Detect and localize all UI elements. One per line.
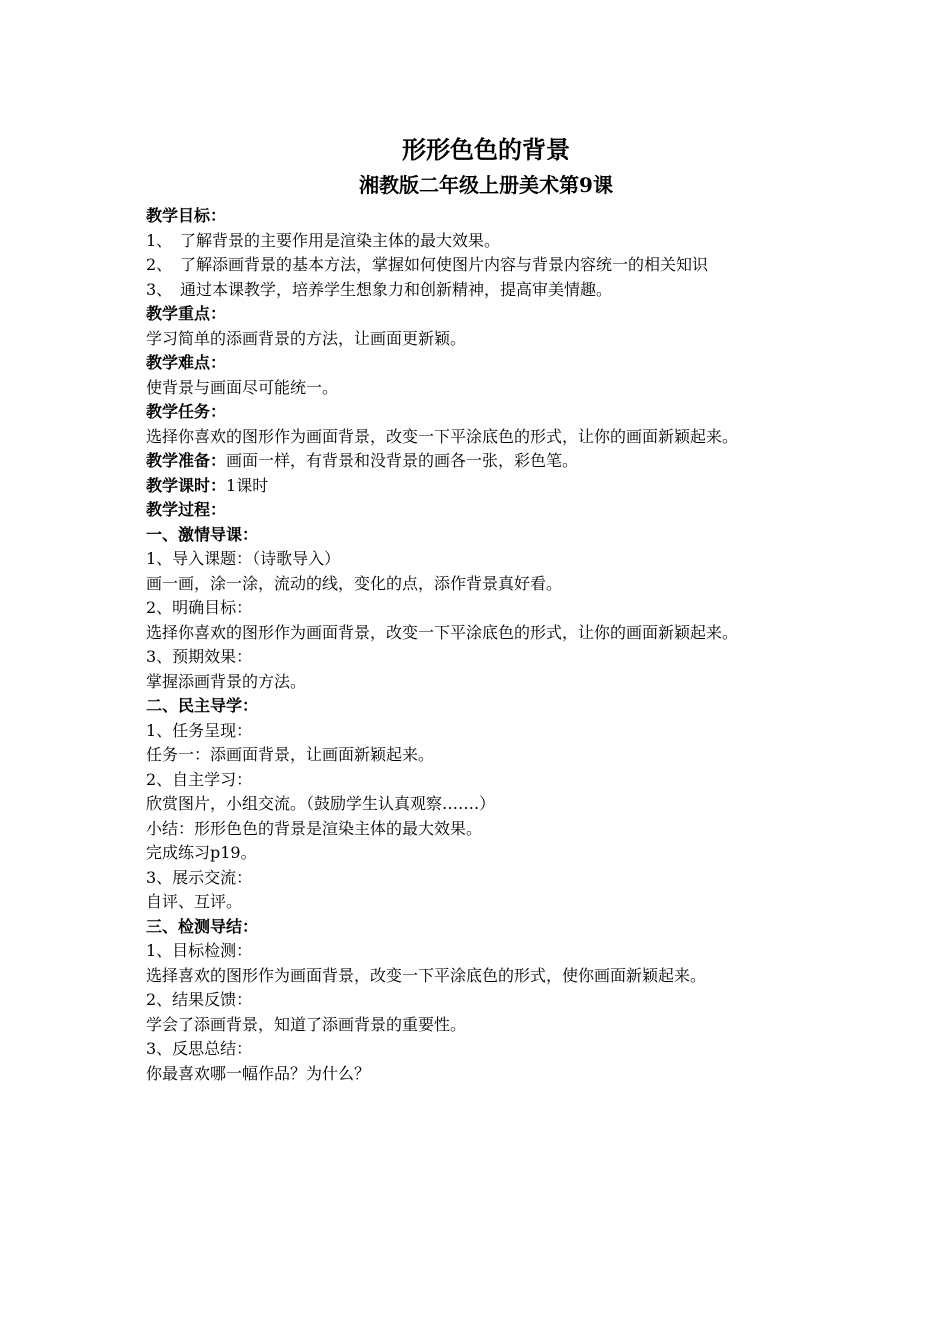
goal-item-1: 1、 了解背景的主要作用是渲染主体的最大效果。 xyxy=(146,230,501,250)
section2-line: 欣赏图片，小组交流。（鼓励学生认真观察…….） xyxy=(146,794,496,813)
section2-line: 3、展示交流： xyxy=(146,867,253,887)
section3-line: 选择喜欢的图形作为画面背景，改变一下平涂底色的形式，使你画面新颖起来。 xyxy=(146,965,707,985)
hours-line: 教学课时：1课时 xyxy=(146,475,269,495)
prep-line: 教学准备：画面一样，有背景和没背景的画各一张，彩色笔。 xyxy=(146,451,579,470)
key-point-heading: 教学重点： xyxy=(146,304,227,323)
section2-line: 1、任务呈现： xyxy=(146,720,253,740)
task-heading: 教学任务： xyxy=(146,402,227,421)
section1-line: 1、导入课题：（诗歌导入） xyxy=(146,549,341,568)
section2-line: 小结：形形色色的背景是渲染主体的最大效果。 xyxy=(146,818,483,838)
section1-line: 选择你喜欢的图形作为画面背景，改变一下平涂底色的形式，让你的画面新颖起来。 xyxy=(146,622,739,642)
section3-line: 2、结果反馈： xyxy=(146,990,253,1009)
section3-line: 3、反思总结： xyxy=(146,1039,253,1058)
goals-heading: 教学目标： xyxy=(146,206,227,225)
section3-line: 学会了添画背景，知道了添画背景的重要性。 xyxy=(146,1014,467,1034)
section3-line: 1、目标检测： xyxy=(146,941,253,960)
key-point-text: 学习简单的添画背景的方法，让画面更新颖。 xyxy=(146,328,467,348)
document-subtitle: 湘教版二年级上册美术第9课 xyxy=(359,173,613,197)
section2-line: 任务一：添画面背景，让画面新颖起来。 xyxy=(146,745,435,764)
section1-line: 3、预期效果： xyxy=(146,647,253,666)
difficulty-text: 使背景与画面尽可能统一。 xyxy=(146,377,339,397)
document-title: 形形色色的背景 xyxy=(402,135,570,164)
section2-line: 自评、互评。 xyxy=(146,892,243,911)
section1-line: 掌握添画背景的方法。 xyxy=(146,671,307,691)
section3-heading: 三、检测导结： xyxy=(146,916,259,936)
section2-line: 完成练习p19。 xyxy=(146,843,257,862)
section3-line: 你最喜欢哪一幅作品？为什么？ xyxy=(146,1063,371,1083)
section1-line: 2、明确目标： xyxy=(146,598,253,617)
document-body xyxy=(146,204,826,1086)
section2-heading: 二、民主导学： xyxy=(146,696,259,715)
task-text: 选择你喜欢的图形作为画面背景，改变一下平涂底色的形式，让你的画面新颖起来。 xyxy=(146,426,739,446)
difficulty-heading: 教学难点： xyxy=(146,353,227,372)
goal-item-3: 3、 通过本课教学，培养学生想象力和创新精神，提高审美情趣。 xyxy=(146,279,613,299)
process-heading: 教学过程： xyxy=(146,500,227,519)
section1-heading: 一、激情导课： xyxy=(146,524,259,544)
section1-line: 画一画，涂一涂，流动的线，变化的点，添作背景真好看。 xyxy=(146,573,563,593)
document-page xyxy=(146,134,826,1086)
goal-item-2: 2、 了解添画背景的基本方法，掌握如何使图片内容与背景内容统一的相关知识 xyxy=(146,255,709,274)
section2-line: 2、自主学习： xyxy=(146,769,253,789)
